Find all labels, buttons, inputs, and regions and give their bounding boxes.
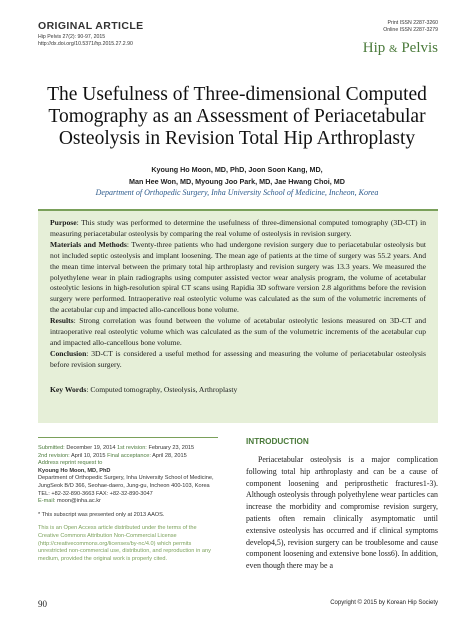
introduction-heading: INTRODUCTION: [246, 437, 309, 446]
license-text: This is an Open Access article distributed under the terms of the Creative Commons Attribution Non-Commercial License (http://creativecommons.org/licenses/by-nc/4.0) which permits unrestricted non-commercial use, distribution, and reproduction in any medium, provided the original work is properly cited.: [38, 525, 211, 562]
logo-amp: &: [389, 43, 398, 55]
article-info-column: [38, 437, 218, 563]
abstract-box: [38, 209, 438, 423]
presentation-note: * This subscript was presented only at 2013 AAOS.: [38, 511, 165, 518]
abstract-results: Results: Strong correlation was found between the volume of acetabular osteolytic lesions measured on 3D-CT and intraoperative real osteolytic volume which was calculated as the sum of the volumetric increments of the acetabular cup and impacted allo-cancellous bone volume.: [50, 316, 426, 347]
print-issn: Print ISSN 2287-3260: [387, 20, 438, 26]
affiliation: Department of Orthopedic Surgery, Inha University School of Medicine, Incheon, Korea: [95, 188, 379, 197]
keywords: Key Words: Computed tomography, Osteolysis, Arthroplasty: [50, 384, 238, 394]
email-link[interactable]: moon@inha.ac.kr: [56, 498, 101, 505]
author-line: Kyoung Ho Moon, MD, PhD, Joon Soon Kang, MD,: [151, 165, 323, 174]
logo-hip: Hip: [362, 40, 386, 56]
title-line: Osteolysis in Revision Total Hip Arthroplasty: [58, 128, 416, 149]
article-type-label: ORIGINAL ARTICLE: [38, 20, 144, 32]
author-list: [30, 164, 444, 188]
author-line: Man Hee Won, MD, Myoung Joo Park, MD, Jae Hwang Choi, MD: [129, 177, 345, 186]
introduction-column: [246, 437, 438, 572]
introduction-text: Periacetabular osteolysis is a major complication following total hip arthroplasty and can be a cause of component loosening and periprosthetic fractures1-3). Although osteolysis through polyethylene wear particles can increase the morbidity and compromise revision surgery, patients often remain clinically asymptomatic until extensive osteolysis has occurred and if clinical symptoms develop4,5), revision surgery can be troublesome and cause component loosening and extensive bone loss6). In addition, even though there may be a: [246, 455, 438, 571]
submission-dates: Submitted: December 19, 2014 1st revision: February 23, 2015 2nd revision: April 10, 2015 Final acceptance: April 28, 2015 Address reprint request to Kyoung Ho Moon, MD, PhD Department of Orthopedic Surgery, Inha University School of Medicine, JungSeok B/D 366, Seohae-daero, Jung-gu, Incheon 400-103, Korea TEL: +82-32-890-3663 FAX: +82-32-890-3047 E-mail: moon@inha.ac.kr: [38, 445, 214, 505]
doi-link[interactable]: http://dx.doi.org/10.5371/hp.2015.27.2.90: [38, 41, 133, 47]
article-title: [30, 84, 444, 150]
abstract-methods: Materials and Methods: Twenty-three patients who had undergone revision surgery due to periacetabular osteolysis but not included septic osteolysis and implant loosening. The mean age of patients at the time of surgery was 55.2 years. And the mean time interval between the primary total hip arthroplasty and revision surgery was 13.3 years. We measured the polyethylene wear in plain radiographs using computer assisted vector wear analysis program, the volume of acetabular osteolytic lesions in high-resolution spiral CT scans using Rapidia 3D software version 2.8 algorithms before the revision surgery were performed. Intraoperative real osteolytic volume was calculated as the sum of the volumetric increments of the acetabular cup and impacted allo-cancellous bone volume.: [50, 239, 426, 315]
title-line: The Usefulness of Three-dimensional Computed: [47, 84, 427, 105]
logo-pelvis: Pelvis: [401, 40, 438, 56]
abstract-conclusion: Conclusion: 3D-CT is considered a useful method for assessing and measuring the volume of periacetabular osteolysis before revision surgery.: [50, 348, 426, 369]
page-number: 90: [38, 599, 47, 609]
journal-header: [38, 20, 438, 62]
copyright: Copyright © 2015 by Korean Hip Society: [330, 600, 438, 606]
abstract-purpose: Purpose: This study was performed to determine the usefulness of three-dimensional computed tomography (3D-CT) in measuring periacetabular osteolysis by comparing the real volume of osteolysis in revision surgery.: [50, 218, 426, 238]
divider: [38, 437, 218, 438]
title-line: Tomography as an Assessment of Periacetabular: [48, 106, 426, 127]
journal-logo: [363, 40, 438, 57]
online-issn: Online ISSN 2287-3279: [383, 27, 438, 33]
page-footer: [38, 599, 438, 613]
journal-citation: Hip Pelvis 27(2): 90-97, 2015: [38, 34, 106, 40]
